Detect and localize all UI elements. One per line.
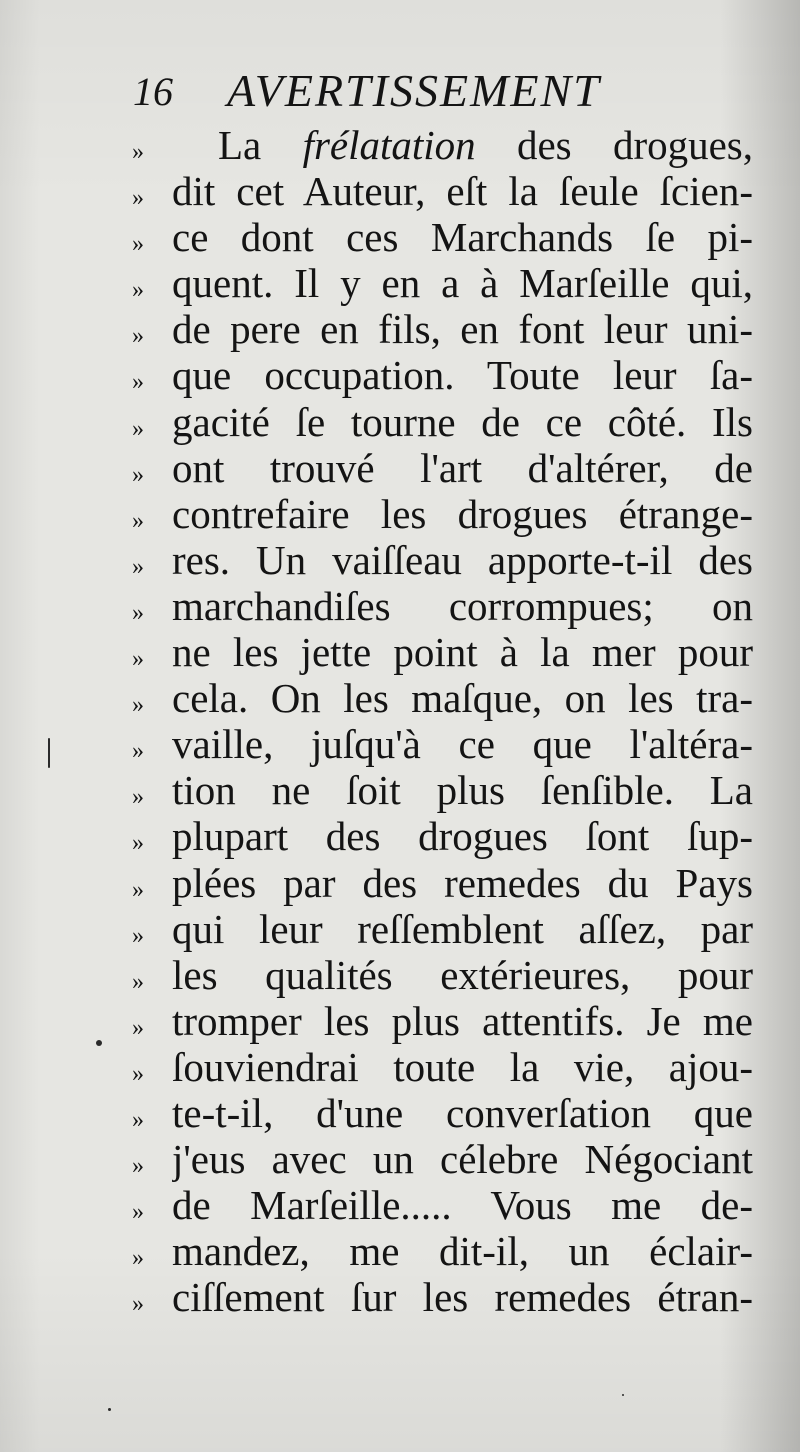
text-line (128, 537, 753, 583)
line-text: tromper les plus attentifs. Je me (172, 997, 753, 1044)
page-number: 16 (133, 69, 173, 114)
quote-mark: » (132, 784, 144, 811)
quote-mark: » (132, 1106, 144, 1133)
text-line (128, 122, 753, 168)
text-line (128, 675, 753, 721)
quote-mark: » (132, 1199, 144, 1226)
quote-mark: » (132, 692, 144, 719)
quote-mark: » (132, 922, 144, 949)
quote-mark: » (132, 415, 144, 442)
line-text: plupart des drogues ſont ſup- (172, 813, 753, 860)
line-text: que occupation. Toute leur ſa- (172, 352, 753, 399)
line-text: contrefaire les drogues étrange- (172, 490, 753, 537)
body-text (128, 122, 753, 1320)
quote-mark: » (132, 646, 144, 673)
text-line (128, 399, 753, 445)
text-line (128, 583, 753, 629)
line-text: ciſſement ſur les remedes étran- (172, 1274, 753, 1321)
quote-mark: » (132, 968, 144, 995)
running-title: AVERTISSEMENT (227, 65, 601, 116)
text-line (128, 168, 753, 214)
quote-mark: » (132, 1291, 144, 1318)
text-line (128, 1136, 753, 1182)
quote-mark: » (132, 507, 144, 534)
paper-speck (108, 1408, 111, 1411)
text-line (128, 906, 753, 952)
line-text-end: des drogues, (475, 122, 753, 168)
quote-mark: » (132, 876, 144, 903)
text-line (128, 1090, 753, 1136)
line-text: marchandiſes corrompues; on (172, 582, 753, 629)
text-line (128, 952, 753, 998)
line-text: qui leur reſſemblent aſſez, par (172, 905, 753, 952)
text-line (128, 860, 753, 906)
line-text (172, 122, 753, 168)
text-line (128, 306, 753, 352)
line-text: de pere en fils, en font leur uni- (172, 306, 753, 353)
line-text: tion ne ſoit plus ſenſible. La (172, 767, 753, 814)
text-line (128, 1182, 753, 1228)
line-text: de Marſeille..... Vous me de- (172, 1182, 753, 1229)
text-line (128, 1274, 753, 1320)
quote-mark: » (132, 1014, 144, 1041)
line-text: te-t-il, d'une converſation que (172, 1089, 753, 1136)
line-text: ne les jette point à la mer pour (172, 629, 753, 676)
text-line (128, 629, 753, 675)
quote-mark: » (132, 1245, 144, 1272)
quote-mark: » (132, 231, 144, 258)
text-line (128, 260, 753, 306)
text-line (128, 1228, 753, 1274)
page-header (133, 64, 653, 124)
quote-mark: » (132, 139, 144, 165)
text-line (128, 767, 753, 813)
quote-mark: » (132, 830, 144, 857)
line-text: les qualités extérieures, pour (172, 951, 753, 998)
text-line (128, 1044, 753, 1090)
text-line (128, 352, 753, 398)
line-text: res. Un vaiſſeau apporte-t-il des (172, 536, 753, 583)
quote-mark: » (132, 1060, 144, 1087)
line-text-start: La (218, 122, 303, 168)
quote-mark: » (132, 323, 144, 350)
line-text: j'eus avec un célebre Négociant (172, 1136, 753, 1183)
quote-mark: » (132, 1153, 144, 1180)
quote-mark: » (132, 738, 144, 765)
quote-mark: » (132, 461, 144, 488)
text-line (128, 491, 753, 537)
line-text: gacité ſe tourne de ce côté. Ils (172, 398, 753, 445)
italic-term: frélatation (302, 122, 476, 168)
text-line (128, 998, 753, 1044)
line-text: ont trouvé l'art d'altérer, de (172, 444, 753, 491)
quote-mark: » (132, 277, 144, 304)
text-line (128, 214, 753, 260)
paper-speck (622, 1394, 624, 1396)
text-line (128, 721, 753, 767)
line-text: cela. On les maſque, on les tra- (172, 675, 753, 722)
text-line (128, 445, 753, 491)
quote-mark: » (132, 369, 144, 396)
line-text: plées par des remedes du Pays (172, 859, 753, 906)
quote-mark: » (132, 185, 144, 212)
line-text: vaille, juſqu'à ce que l'altéra- (172, 721, 753, 768)
line-text: ſouviendrai toute la vie, ajou- (172, 1043, 753, 1090)
line-text: dit cet Auteur, eſt la ſeule ſcien- (172, 168, 753, 215)
line-text: mandez, me dit-il, un éclair- (172, 1228, 753, 1275)
quote-mark: » (132, 599, 144, 626)
paper-speck (48, 738, 50, 768)
quote-mark: » (132, 553, 144, 580)
line-text: quent. Il y en a à Marſeille qui, (172, 260, 753, 307)
paper-speck (96, 1040, 102, 1046)
text-line (128, 813, 753, 859)
line-text: ce dont ces Marchands ſe pi- (172, 214, 753, 261)
